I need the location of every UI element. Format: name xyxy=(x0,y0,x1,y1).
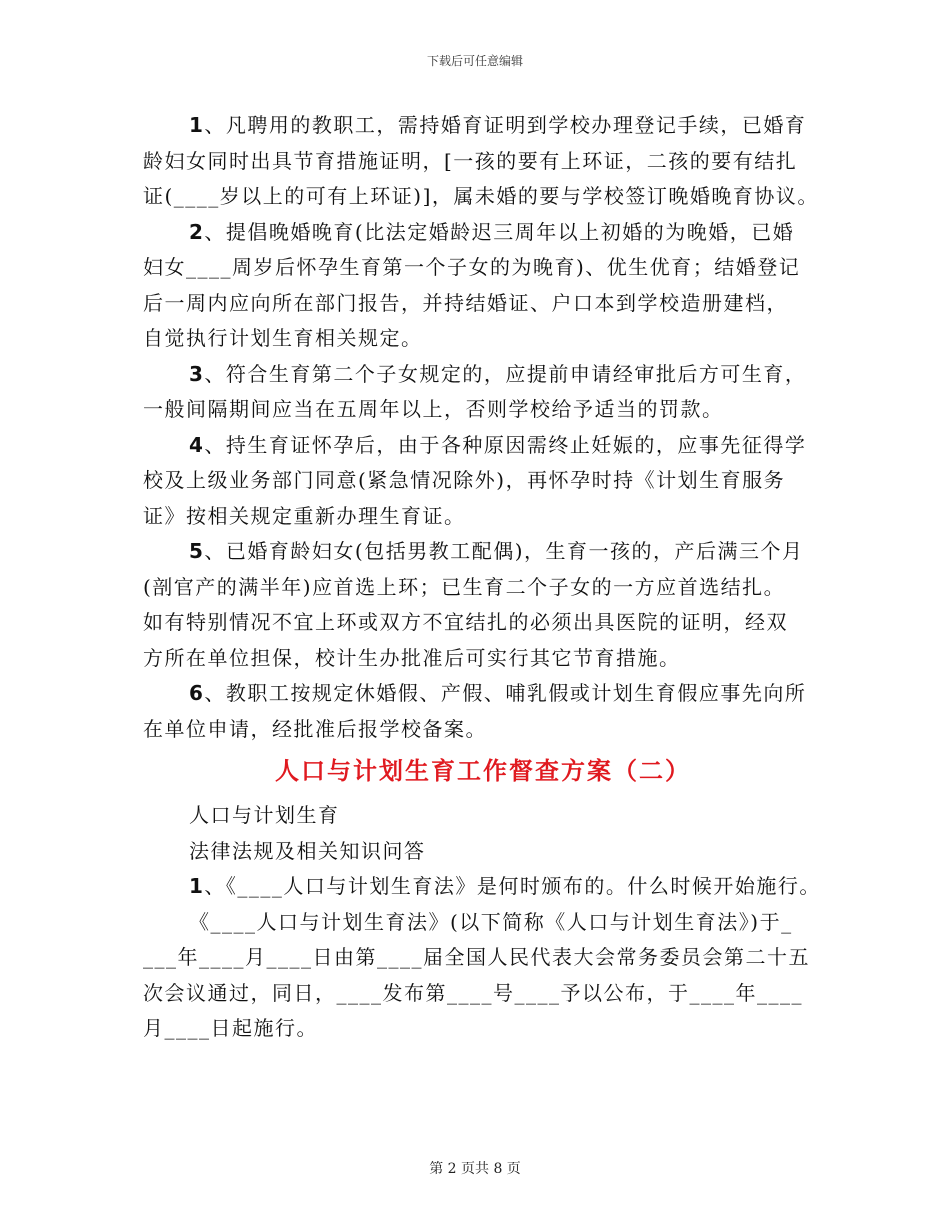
rule-paragraph-3 xyxy=(143,357,823,428)
paragraph-line: 3、符合生育第二个子女规定的，应提前申请经审批后方可生育， xyxy=(189,361,807,386)
paragraph-line: 《____人口与计划生育法》(以下简称《人口与计划生育法》)于_ xyxy=(189,909,793,934)
paragraph-line: ___年____月____日由第____届全国人民代表大会常务委员会第二十五 xyxy=(143,945,810,969)
paragraph-line: 校及上级业务部门同意(紧急情况除外)，再怀孕时持《计划生育服务 xyxy=(143,468,786,492)
rule-paragraph-1 xyxy=(143,108,823,215)
paragraph-line: 方所在单位担保，校计生办批准后可实行其它节育措施。 xyxy=(143,645,681,670)
paragraph-line: 5、已婚育龄妇女(包括男教工配偶)，生育一孩的，产后满三个月 xyxy=(189,539,804,563)
rule-paragraph-5 xyxy=(143,534,823,676)
paragraph-line: 1、《____人口与计划生育法》是何时颁布的。什么时候开始施行。 xyxy=(189,874,821,898)
paragraph-line: 6、教职工按规定休婚假、产假、哺乳假或计划生育假应事先向所 xyxy=(189,681,807,705)
rule-paragraph-2 xyxy=(143,215,823,357)
paragraph-line: (剖官产的满半年)应首选上环；已生育二个子女的一方应首选结扎。 xyxy=(143,574,786,599)
paragraph-line: 如有特别情况不宜上环或双方不宜结扎的必须出具医院的证明，经双 xyxy=(143,610,788,634)
paragraph-line: 在单位申请，经批准后报学校备案。 xyxy=(143,716,487,741)
paragraph-line: 自觉执行计划生育相关规定。 xyxy=(143,326,423,350)
paragraph-line: 1、凡聘用的教职工，需持婚育证明到学校办理登记手续，已婚育 xyxy=(189,113,807,137)
page-header-note: 下载后可任意编辑 xyxy=(426,54,523,68)
paragraph-line: 后一周内应向所在部门报告，并持结婚证、户口本到学校造册建档， xyxy=(143,290,788,315)
paragraph-line: 一般间隔期间应当在五周年以上，否则学校给予适当的罚款。 xyxy=(143,397,724,421)
answer-1 xyxy=(143,905,823,1047)
rule-paragraph-4 xyxy=(143,428,823,535)
paragraph-line: 证》按相关规定重新办理生育证。 xyxy=(143,503,466,528)
subheading-qa: 法律法规及相关知识问答 xyxy=(189,839,426,863)
section-title: 人口与计划生育工作督查方案（二） xyxy=(275,757,691,785)
document-body xyxy=(143,108,823,1047)
paragraph-line: 龄妇女同时出具节育措施证明，[一孩的要有上环证，二孩的要有结扎 xyxy=(143,148,798,173)
paragraph-line: 2、提倡晚婚晚育(比法定婚龄迟三周年以上初婚的为晚婚，已婚 xyxy=(189,219,795,244)
subheading-topic: 人口与计划生育 xyxy=(189,803,340,827)
paragraph-number: 3 xyxy=(189,361,205,386)
question-1 xyxy=(143,869,823,905)
rule-paragraph-6 xyxy=(143,676,823,747)
paragraph-line: 月____日起施行。 xyxy=(143,1016,318,1040)
paragraph-number: 4 xyxy=(189,432,205,457)
paragraph-line: 次会议通过，同日，____发布第____号____予以公布，于____年____ xyxy=(143,980,803,1005)
page-footer: 第 2 页共 8 页 xyxy=(429,1161,521,1177)
paragraph-number: 2 xyxy=(189,219,205,244)
paragraph-line: 妇女____周岁后怀孕生育第一个子女的为晚育)、优生优育；结婚登记 xyxy=(143,255,801,279)
paragraph-number: 6 xyxy=(189,681,205,705)
paragraph-line: 4、持生育证怀孕后，由于各种原因需终止妊娠的，应事先征得学 xyxy=(189,432,807,457)
question-number: 1 xyxy=(189,874,205,898)
paragraph-line: 证(____岁以上的可有上环证)]，属未婚的要与学校签订晚婚晚育协议。 xyxy=(143,184,819,208)
paragraph-number: 1 xyxy=(189,113,205,137)
paragraph-number: 5 xyxy=(189,539,205,563)
